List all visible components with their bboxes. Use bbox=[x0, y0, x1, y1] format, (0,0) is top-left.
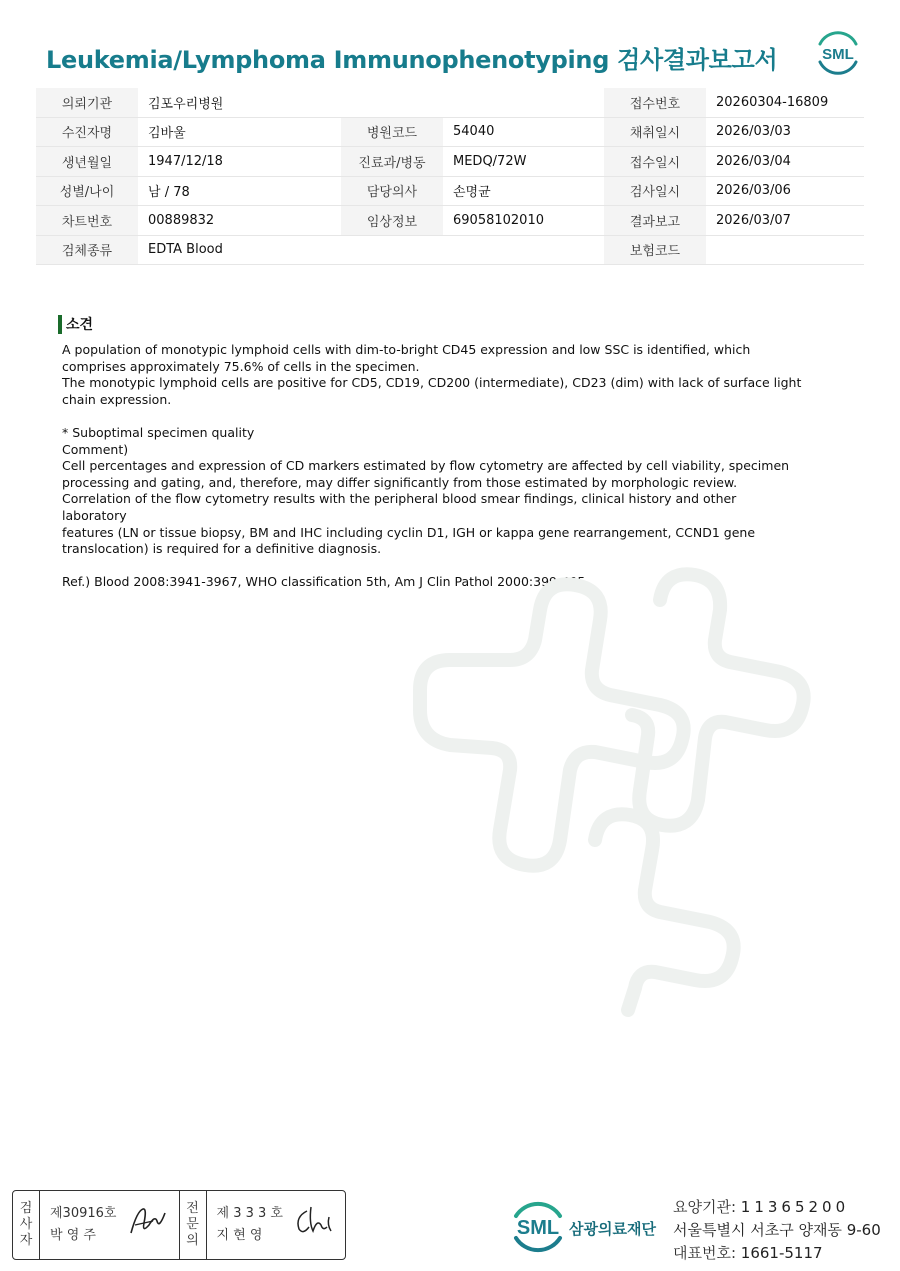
report-title: Leukemia/Lymphoma Immunophenotyping 검사결과보고서 bbox=[46, 46, 778, 74]
findings-line: Ref.) Blood 2008:3941-3967, WHO classification 5th, Am J Clin Pathol 2000:399-405 bbox=[62, 574, 586, 590]
report-date-value: 2026/03/07 bbox=[706, 206, 864, 236]
tester-label-char: 자 bbox=[19, 1233, 33, 1248]
department-label: 진료과/병동 bbox=[341, 147, 443, 177]
patient-value: 김바울 bbox=[138, 117, 341, 147]
hospital-code-label: 병원코드 bbox=[341, 117, 443, 147]
footer-logo-text: SML bbox=[516, 1217, 560, 1239]
sml-logo bbox=[508, 1196, 568, 1256]
cross-watermark bbox=[360, 540, 860, 1030]
tester-label-char: 사 bbox=[19, 1217, 33, 1232]
collection-date-value: 2026/03/03 bbox=[706, 117, 864, 147]
tester-signature bbox=[127, 1203, 169, 1239]
address: 서울특별시 서초구 양재동 9-60 bbox=[673, 1221, 881, 1239]
patient-label: 수진자명 bbox=[36, 117, 138, 147]
foundation-name: 삼광의료재단 bbox=[569, 1220, 656, 1238]
findings-line: Cell percentages and expression of CD markers estimated by flow cytometry are affected by cell viability, specimen bbox=[62, 458, 790, 474]
phone-label: 대표번호: bbox=[673, 1244, 737, 1262]
findings-line: chain expression. bbox=[62, 391, 172, 407]
tester-name: 박 영 주 bbox=[50, 1228, 96, 1243]
specialist-label bbox=[180, 1191, 207, 1259]
specialist-label-char: 전 bbox=[186, 1201, 199, 1216]
institution-code-label: 요양기관: bbox=[673, 1198, 737, 1216]
info-row bbox=[36, 206, 864, 236]
clinical-info-label: 임상정보 bbox=[341, 206, 443, 236]
tester-cell bbox=[40, 1191, 180, 1259]
findings-line: Comment) bbox=[62, 441, 129, 457]
report-date-label: 결과보고 bbox=[604, 206, 706, 236]
findings-line: features (LN or tissue biopsy, BM and IHC including cyclin D1, IGH or kappa gene rearrangement, CCND1 gene bbox=[62, 524, 756, 540]
findings-line: * Suboptimal specimen quality bbox=[62, 424, 255, 440]
info-row bbox=[36, 176, 864, 206]
specialist-label-char: 문 bbox=[186, 1217, 199, 1232]
specimen-value: EDTA Blood bbox=[138, 235, 604, 265]
collection-date-label: 채취일시 bbox=[604, 117, 706, 147]
findings-line: translocation) is required for a definitive diagnosis. bbox=[62, 541, 382, 557]
phone: 1661-5117 bbox=[740, 1244, 823, 1262]
findings-line bbox=[62, 408, 802, 425]
received-date-value: 2026/03/04 bbox=[706, 147, 864, 177]
logo-text: SML bbox=[822, 46, 854, 63]
sex-age-label: 성별/나이 bbox=[36, 176, 138, 206]
test-date-value: 2026/03/06 bbox=[706, 176, 864, 206]
institution-code: 11365200 bbox=[740, 1198, 850, 1216]
chart-no-label: 차트번호 bbox=[36, 206, 138, 236]
footer-info bbox=[673, 1196, 881, 1265]
findings-line: A population of monotypic lymphoid cells with dim-to-bright CD45 expression and low SSC is identified, which bbox=[62, 342, 751, 357]
department-value: MEDQ/72W bbox=[443, 147, 604, 177]
referring-institution-value: 김포우리병원 bbox=[138, 88, 604, 117]
reception-no-value: 20260304-16809 bbox=[706, 88, 864, 117]
doctor-label: 담당의사 bbox=[341, 176, 443, 206]
referring-institution-label: 의뢰기관 bbox=[36, 88, 138, 117]
insurance-code-label: 보험코드 bbox=[604, 235, 706, 265]
specialist-name: 지 현 영 bbox=[216, 1228, 263, 1243]
sml-logo bbox=[814, 30, 862, 76]
institution-code-row bbox=[673, 1196, 881, 1219]
info-row bbox=[36, 117, 864, 147]
test-date-label: 검사일시 bbox=[604, 176, 706, 206]
tester-license: 제30916호 bbox=[50, 1206, 117, 1221]
findings-line: processing and gating, and, therefore, may differ significantly from those estimated by morphologic review. bbox=[62, 474, 738, 490]
findings-line: The monotypic lymphoid cells are positive for CD5, CD19, CD200 (intermediate), CD23 (dim) with lack of surface light bbox=[62, 375, 802, 391]
info-row bbox=[36, 88, 864, 117]
specialist-cell bbox=[207, 1191, 346, 1259]
birth-value: 1947/12/18 bbox=[138, 147, 341, 177]
tester-label bbox=[13, 1191, 40, 1259]
specialist-license: 제 3 3 3 호 bbox=[216, 1206, 283, 1221]
specialist-signature bbox=[293, 1203, 335, 1239]
clinical-info-value: 69058102010 bbox=[443, 206, 604, 236]
insurance-code-value bbox=[706, 235, 864, 265]
birth-label: 생년월일 bbox=[36, 147, 138, 177]
hospital-code-value: 54040 bbox=[443, 117, 604, 147]
findings-heading bbox=[58, 314, 93, 334]
phone-row bbox=[673, 1242, 881, 1265]
chart-no-value: 00889832 bbox=[138, 206, 341, 236]
received-date-label: 접수일시 bbox=[604, 147, 706, 177]
specimen-label: 검체종류 bbox=[36, 235, 138, 265]
info-row bbox=[36, 147, 864, 177]
signature-box bbox=[12, 1190, 346, 1260]
heading-bar bbox=[58, 315, 62, 334]
sex-age-value: 남 / 78 bbox=[138, 176, 341, 206]
info-row bbox=[36, 235, 864, 265]
doctor-value: 손명균 bbox=[443, 176, 604, 206]
findings-heading-text: 소견 bbox=[66, 317, 94, 333]
findings-line: Correlation of the flow cytometry results with the peripheral blood smear findings, clinical history and other laboratory bbox=[62, 491, 737, 523]
tester-label-char: 검 bbox=[19, 1201, 33, 1216]
specialist-label-char: 의 bbox=[186, 1233, 199, 1248]
findings-line: comprises approximately 75.6% of cells in the specimen. bbox=[62, 358, 420, 374]
patient-info-table bbox=[36, 88, 864, 265]
reception-no-label: 접수번호 bbox=[604, 88, 706, 117]
